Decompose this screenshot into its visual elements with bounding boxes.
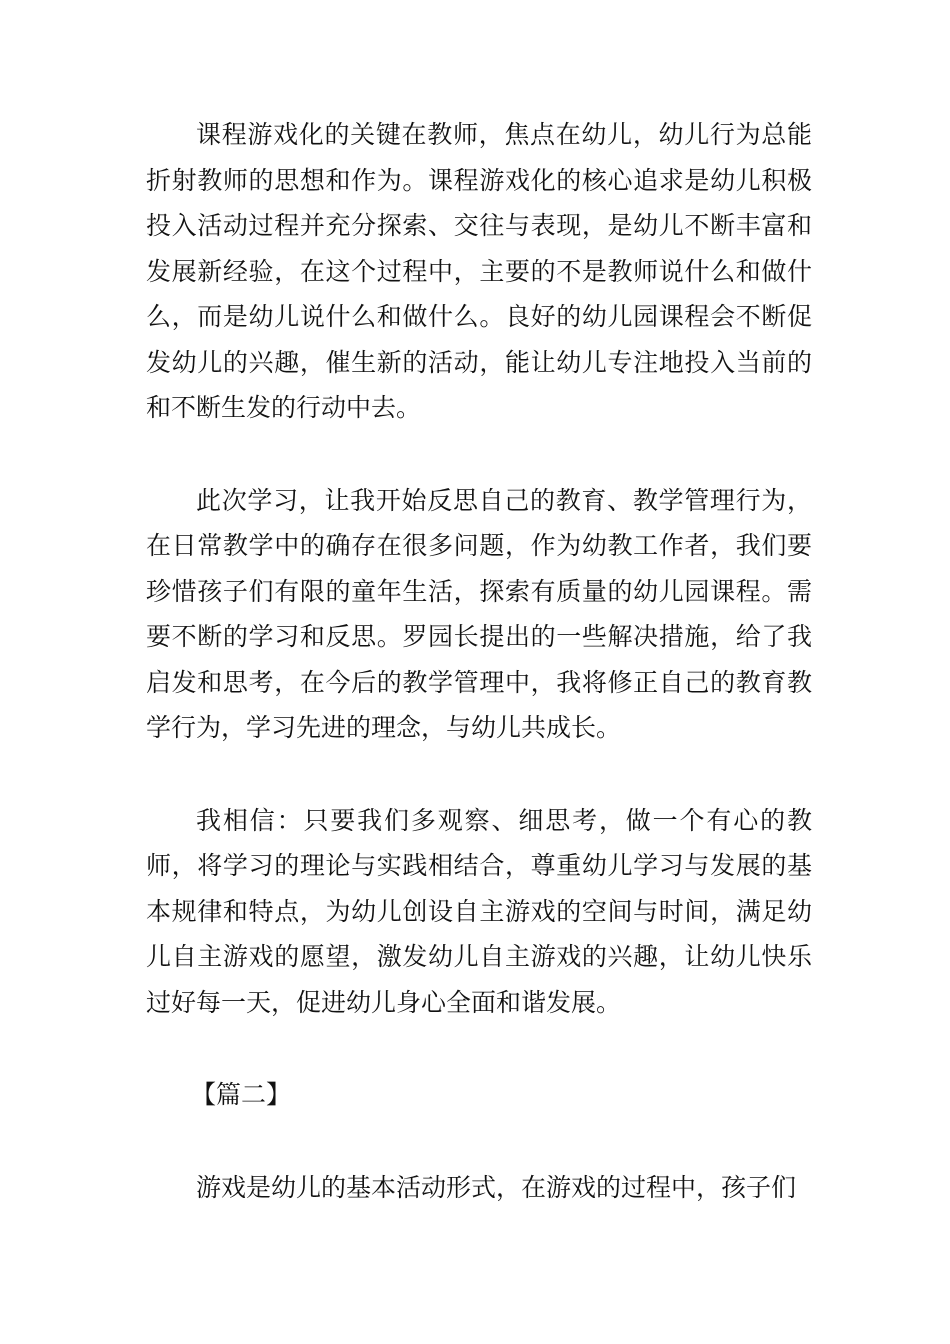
paragraph-3: 我相信：只要我们多观察、细思考，做一个有心的教师，将学习的理论与实践相结合，尊重幼儿学习与发展的基本规律和特点，为幼儿创设自主游戏的空间与时间，满足幼儿自主游戏的愿望，激发幼儿自主游戏的兴趣，让幼儿快乐过好每一天，促进幼儿身心全面和谐发展。	[146, 805, 812, 1017]
paragraph-4: 游戏是幼儿的基本活动形式，在游戏的过程中，孩子们	[196, 1172, 797, 1202]
document-body	[146, 112, 812, 1210]
paragraph-2: 此次学习，让我开始反思自己的教育、教学管理行为，在日常教学中的确存在很多问题，作为幼教工作者，我们要珍惜孩子们有限的童年生活，探索有质量的幼儿园课程。需要不断的学习和反思。罗园长提出的一些解决措施，给了我启发和思考，在今后的教学管理中，我将修正自己的教育教学行为，学习先进的理念，与幼儿共成长。	[146, 485, 812, 742]
paragraph-1: 课程游戏化的关键在教师，焦点在幼儿，幼儿行为总能折射教师的思想和作为。课程游戏化的核心追求是幼儿积极投入活动过程并充分探索、交往与表现，是幼儿不断丰富和发展新经验，在这个过程中，主要的不是教师说什么和做什么，而是幼儿说什么和做什么。良好的幼儿园课程会不断促发幼儿的兴趣，催生新的活动，能让幼儿专注地投入当前的和不断生发的行动中去。	[146, 120, 812, 422]
section-heading: 【篇二】	[191, 1080, 292, 1109]
